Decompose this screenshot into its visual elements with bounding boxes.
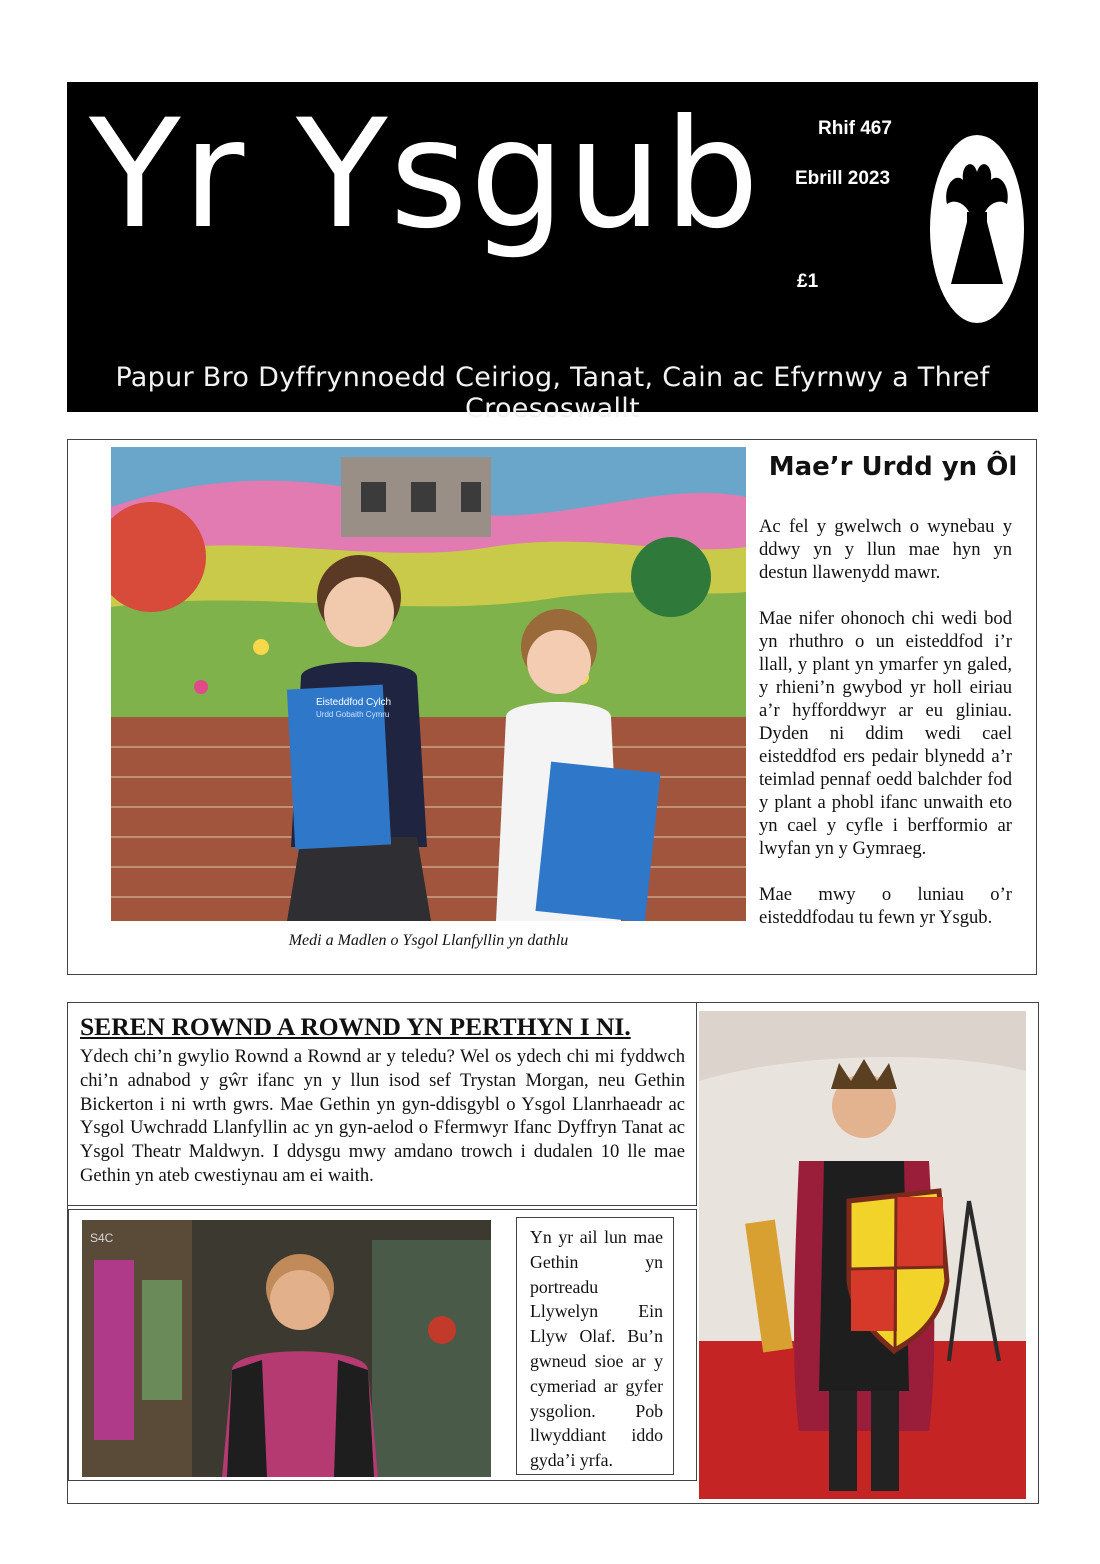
photo-caption: Medi a Madlen o Ysgol Llanfyllin yn dathlu: [288, 932, 569, 949]
article-body: [759, 515, 1012, 952]
article-seren-rownd-a-rownd: [67, 1002, 1039, 1504]
article-text-box: [68, 1003, 697, 1206]
sidebar-box: [516, 1217, 674, 1475]
publication-title: Yr Ysgub: [89, 88, 762, 262]
certificate-subtitle: Urdd Gobaith Cymru: [316, 710, 390, 719]
sidebar-text: Yn yr ail lun mae Gethin yn portreadu Llywelyn Ein Llyw Olaf. Bu’n gwneud sioe ar y cymeriad ar gyfer ysgolion. Pob llwyddiant iddo gyda’i yrfa.: [530, 1227, 663, 1471]
article-urdd: [67, 439, 1037, 975]
wheat-sheaf-icon: [929, 134, 1025, 324]
article-paragraph: Ac fel y gwelwch o wynebau y ddwy yn y llun mae hyn yn destun llawenydd mawr.: [759, 516, 1012, 583]
masthead: [67, 82, 1038, 424]
issue-price: £1: [797, 271, 819, 292]
article-paragraph: Mae mwy o luniau o’r eisteddfodau tu fewn yr Ysgub.: [759, 884, 1012, 928]
tv-still-photo: [82, 1220, 491, 1477]
s4c-watermark: S4C: [90, 1231, 114, 1245]
children-eisteddfod-photo: [111, 447, 746, 921]
article-heading: Mae’r Urdd yn Ôl: [768, 452, 1018, 482]
tagline: Papur Bro Dyffrynnoedd Ceiriog, Tanat, Cain ac Efyrnwy a Thref Croesoswallt: [115, 362, 990, 424]
article-body: Ydech chi’n gwylio Rownd a Rownd ar y teledu? Wel os ydech chi mi fyddwch chi’n adnabod y gŵr ifanc yn y llun isod sef Trystan Morgan, neu Gethin Bickerton i ni wrth gwrs. Mae Gethin yn gyn-ddisgybl o Ysgol Llanrhaeadr ac Ysgol Uwchradd Llanfyllin ac yn gyn-aelod o Ffermwyr Ifanc Dyffryn Tanat ac Ysgol Theatr Maldwyn. I ddysgu mwy amdano trowch i dudalen 10 lle mae Gethin yn ateb cwestiynau am ei waith.: [80, 1046, 685, 1186]
certificate-title: Eisteddfod Cylch: [316, 697, 392, 708]
lower-panel: [68, 1209, 697, 1481]
llywelyn-costume-photo: [699, 1011, 1026, 1499]
issue-date: Ebrill 2023: [795, 168, 891, 189]
issue-number: Rhif 467: [818, 118, 892, 139]
article-paragraph: Mae nifer ohonoch chi wedi bod yn rhuthro o un eisteddfod i’r llall, y plant yn ymarfer yn galed, y rhieni’n gwybod yr holl eiriau a’r hyfforddwyr ar eu gliniau. Dyden ni ddim wedi cael eisteddfod ers pedair blynedd a’r teimlad pennaf oedd balchder fod y plant a phobl ifanc unwaith eto yn cael y cyfle i berfformio ar lwyfan yn y Gymraeg.: [759, 608, 1012, 859]
article-heading: SEREN ROWND A ROWND YN PERTHYN I NI.: [80, 1012, 631, 1041]
